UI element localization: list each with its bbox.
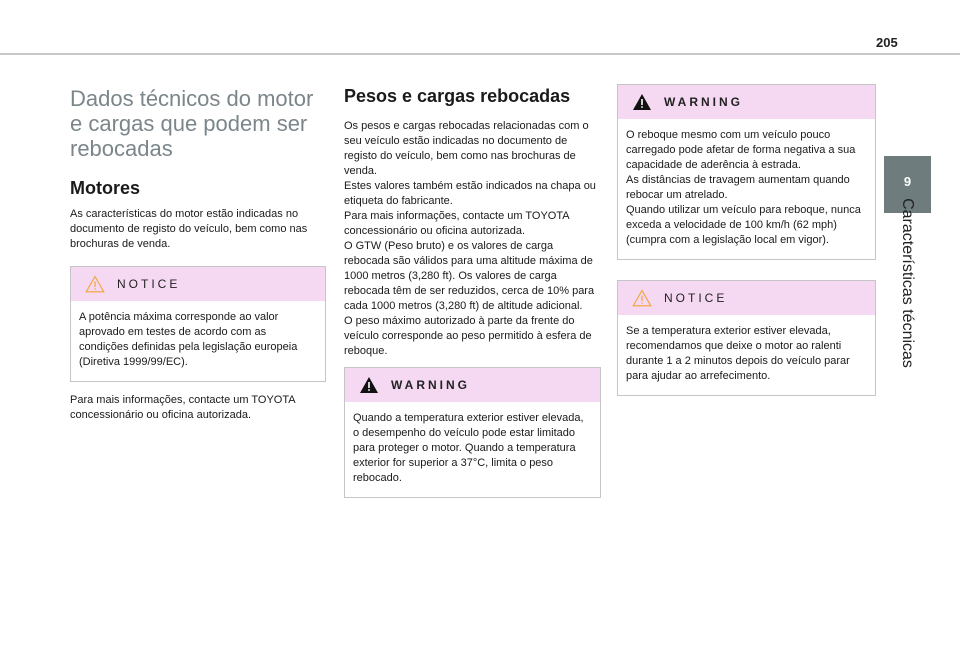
notice-text: Se a temperatura exterior estiver elevada, recomendamos que deixe o motor ao ralenti durante 1 a 2 minutos depois do veículo parar para ajudar ao arrefecimento. (626, 325, 850, 382)
paragraph: Estes valores também estão indicados na chapa ou etiqueta do fabricante. (344, 180, 596, 207)
column-3 (617, 84, 876, 416)
warning-text (618, 119, 875, 259)
warning-box (344, 367, 601, 498)
notice-header (71, 267, 325, 301)
warning-text: Quando a temperatura exterior estiver elevada, o desempenho do veículo pode estar limitado para proteger o motor. Quando a temperatura exterior for superior a 37°C, limita o peso rebocado. (353, 412, 584, 484)
notice-box (617, 280, 876, 396)
notice-label: NOTICE (664, 291, 728, 305)
page-number: 205 (876, 35, 898, 50)
paragraph: Os pesos e cargas rebocadas relacionadas com o seu veículo estão indicadas no documento de registo do veículo, bem como nas brochuras de venda. (344, 120, 589, 177)
chapter-title: Características técnicas (899, 198, 916, 368)
warning-header (345, 368, 600, 402)
warning-icon (359, 376, 379, 394)
notice-header (618, 281, 875, 315)
warning-icon (632, 93, 652, 111)
notice-label: NOTICE (117, 277, 181, 291)
warning-label: WARNING (391, 378, 470, 392)
paragraph: O peso máximo autorizado à parte da frente do veículo corresponde ao peso permitido à esfera de reboque. (344, 315, 592, 357)
chapter-number: 9 (903, 174, 912, 189)
notice-text: A potência máxima corresponde ao valor aprovado em testes de acordo com as condições definidas pela legislação europeia (Diretiva 1999/99/EC). (79, 311, 298, 368)
warning-line: As distâncias de travagem aumentam quando rebocar um atrelado. (626, 174, 850, 201)
notice-box (70, 266, 326, 382)
section-heading-motores: Motores (70, 178, 141, 198)
warning-line: Quando utilizar um veículo para reboque, nunca exceda a velocidade de 100 km/h (62 mph) (cumpra com a legislação local em vigor). (626, 204, 861, 246)
column-2 (344, 80, 601, 498)
warning-box (617, 84, 876, 260)
notice-icon (632, 289, 652, 307)
page-title: Dados técnicos do motor e cargas que podem ser rebocadas (70, 86, 314, 161)
motores-intro: As características do motor estão indicadas no documento de registo do veículo, bem como nas brochuras de venda. (70, 208, 308, 250)
paragraph: O GTW (Peso bruto) e os valores de carga rebocada são válidos para uma altitude máxima de 1000 metros (3,280 ft). Os valores de carga rebocada têm de ser reduzidos, cerca de 10% para cada 1000 metros (3,280 ft) de altitude adicional. (344, 240, 595, 312)
section-heading-pesos: Pesos e cargas rebocadas (344, 86, 571, 106)
warning-header (618, 85, 875, 119)
paragraph: Para mais informações, contacte um TOYOTA concessionário ou oficina autorizada. (344, 210, 569, 237)
notice-icon (85, 275, 105, 293)
warning-line: O reboque mesmo com um veículo pouco carregado pode afetar de forma negativa a sua capacidade de aderência à estrada. (626, 129, 856, 171)
header-rule (0, 53, 960, 55)
warning-label: WARNING (664, 95, 743, 109)
motores-outro: Para mais informações, contacte um TOYOTA concessionário ou oficina autorizada. (70, 394, 295, 421)
column-1 (70, 80, 326, 423)
